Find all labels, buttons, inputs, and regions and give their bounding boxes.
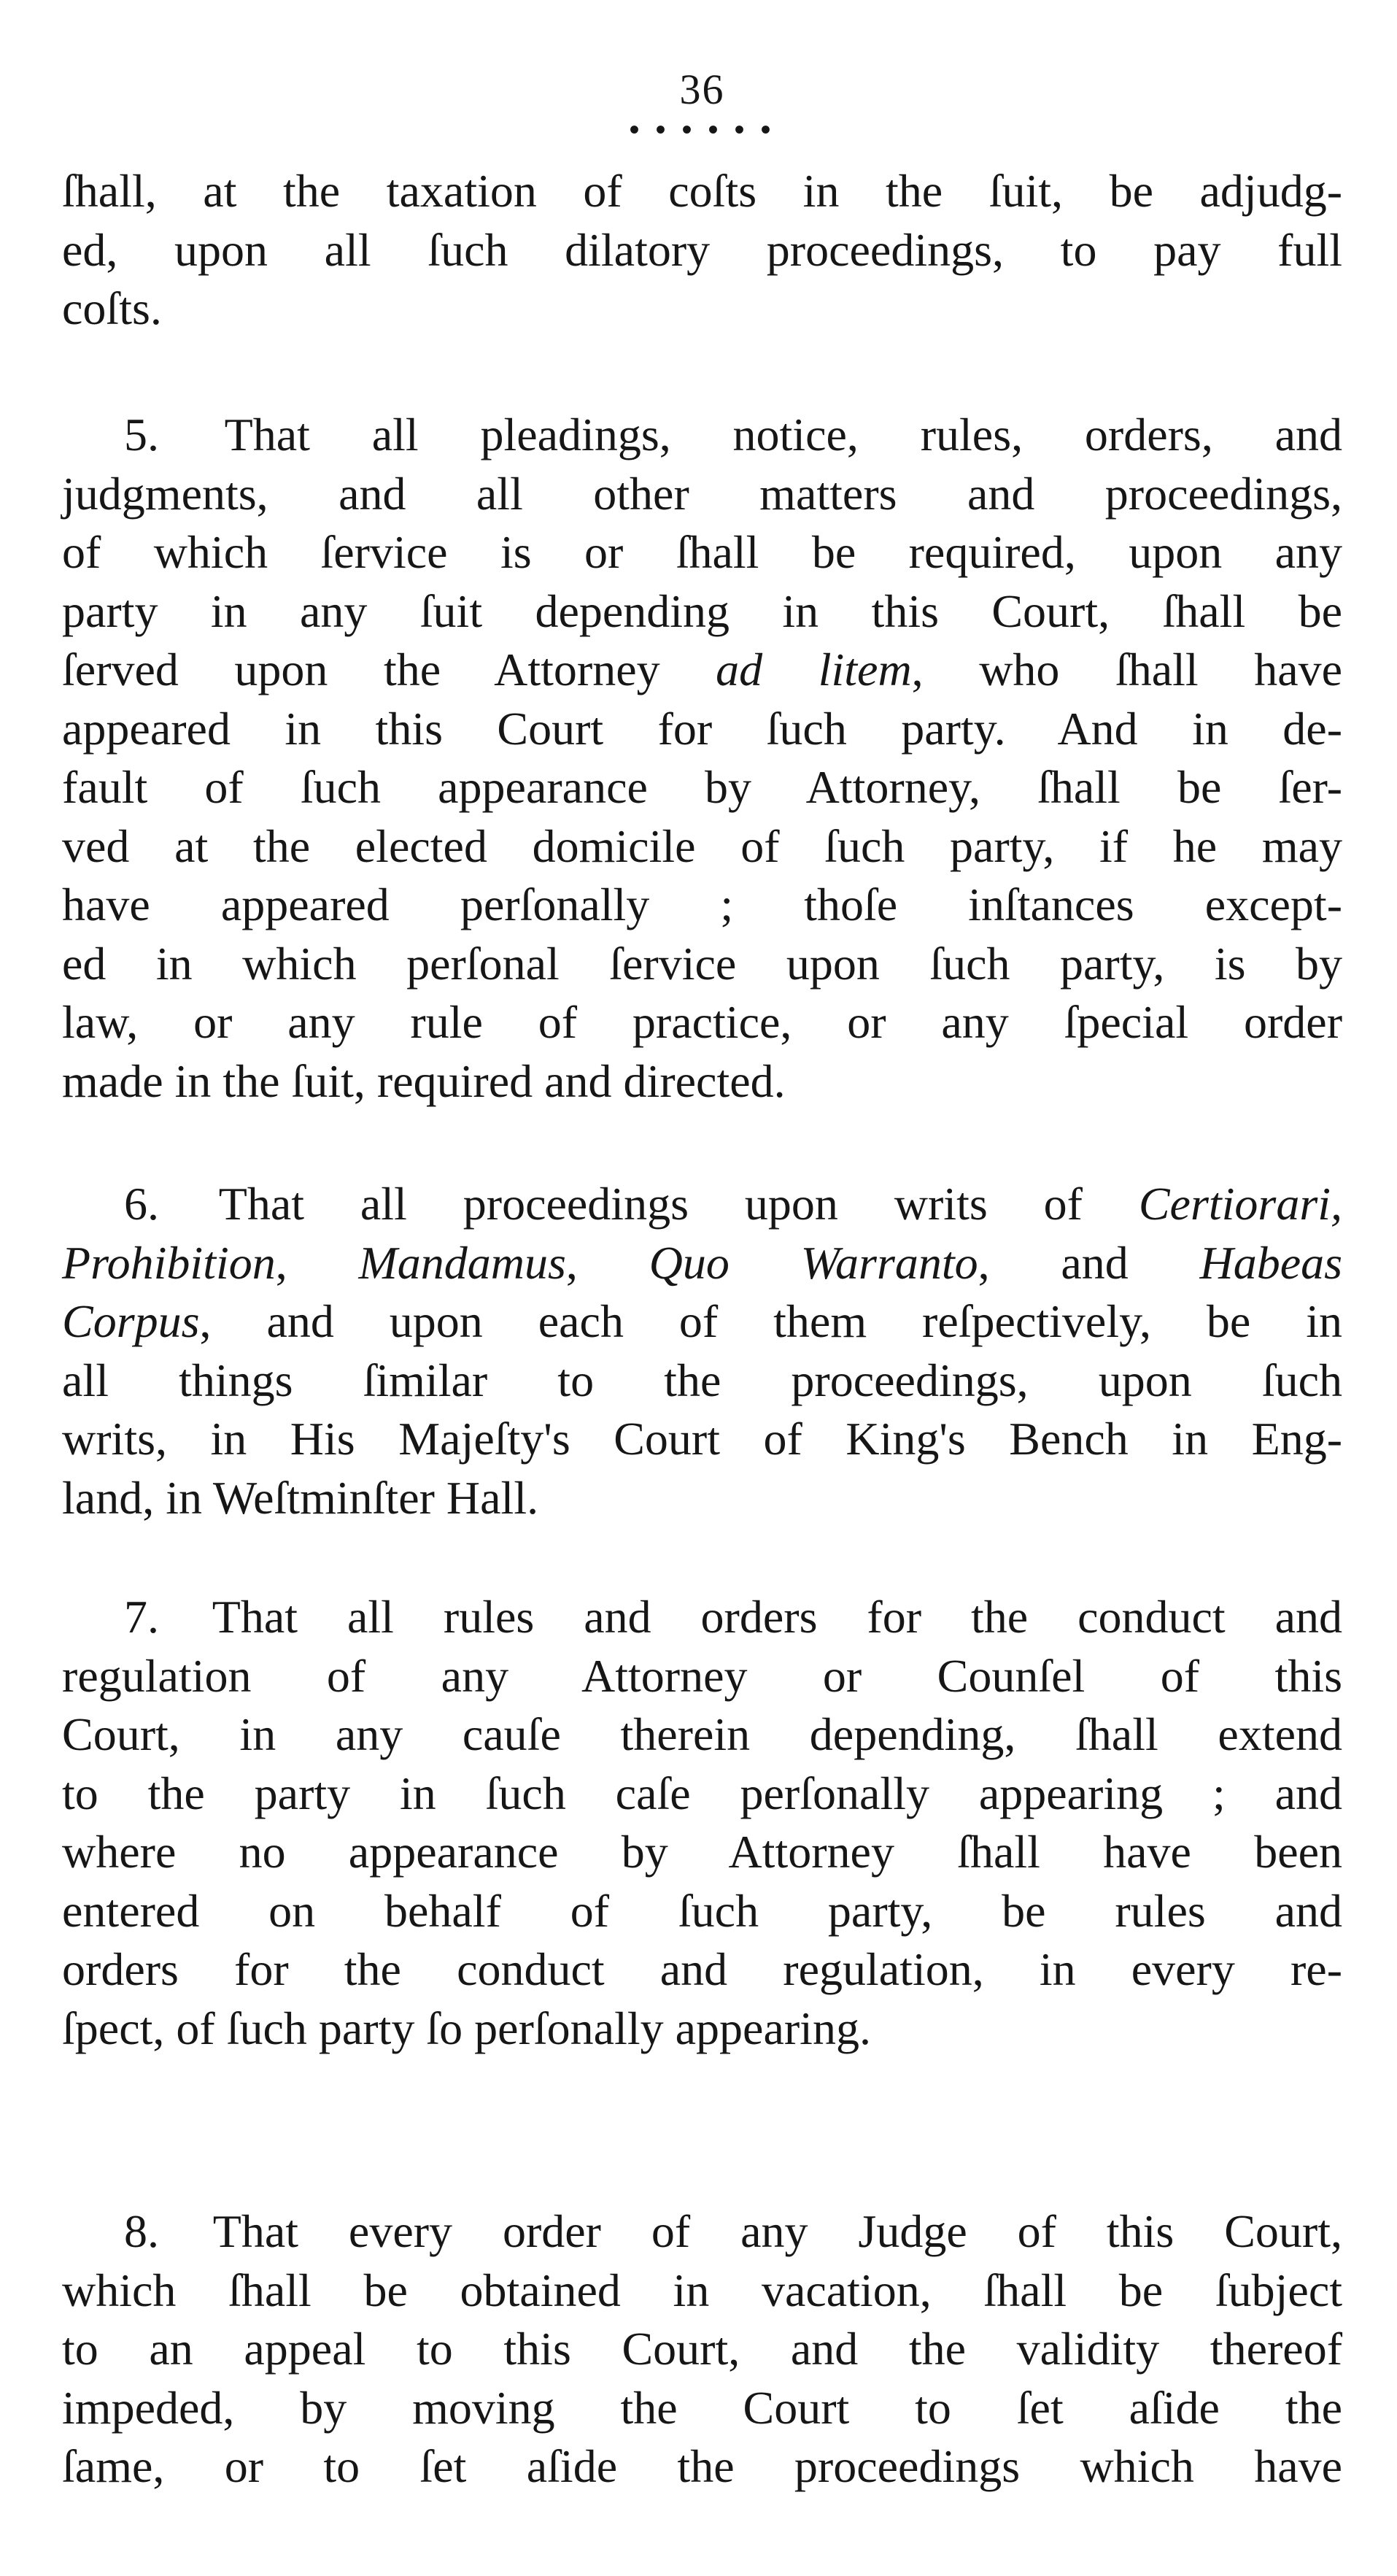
text-line: Prohibition, Mandamus, Quo Warranto, and Habeas <box>62 1236 1343 1289</box>
text-line: 6. That all proceedings upon writs of Certiorari, <box>124 1178 1343 1230</box>
text-line: appeared in this Court for ſuch party. And in de- <box>62 702 1342 755</box>
text-line: ſpect, of ſuch party ſo perſonally appearing. <box>62 2002 871 2054</box>
text-line: ſerved upon the Attorney ad litem, who ſhall have <box>62 644 1343 695</box>
text-line: 7. That all rules and orders for the conduct and <box>124 1591 1343 1643</box>
text-line: judgments, and all other matters and proceedings, <box>62 467 1342 520</box>
italic-term: Certiorari, <box>1138 1178 1343 1230</box>
document-page <box>62 0 1342 2576</box>
text-line: have appeared perſonally ; thoſe inſtances except- <box>62 879 1342 930</box>
text-line: to the party in ſuch caſe perſonally appearing ; and <box>62 1767 1342 1819</box>
text-line: ſame, or to ſet aſide the proceedings which have <box>62 2440 1342 2492</box>
paragraph-8 <box>62 2202 1342 2496</box>
text-line: writs, in His Majeſty's Court of King's Bench in Eng- <box>62 1413 1342 1465</box>
text-line: Corpus, and upon each of them reſpectively, be in <box>62 1295 1342 1347</box>
text-line: entered on behalf of ſuch party, be rules and <box>62 1884 1342 1937</box>
paragraph-continued <box>62 162 1342 339</box>
paragraph-6 <box>62 1175 1342 1527</box>
page-number: 36 <box>679 66 725 113</box>
text-line: coſts. <box>62 282 162 334</box>
text-line: made in the ſuit, required and directed. <box>62 1054 786 1107</box>
text-line: orders for the conduct and regulation, in every re- <box>62 1943 1342 1995</box>
italic-term: Quo Warranto <box>649 1236 978 1289</box>
page-ornament: • • • • • • <box>629 113 775 146</box>
text-line: which ſhall be obtained in vacation, ſhall be ſubject <box>62 2264 1342 2316</box>
text-line: party in any ſuit depending in this Court, ſhall be <box>62 585 1342 637</box>
text-line: all things ſimilar to the proceedings, upon ſuch <box>62 1354 1342 1406</box>
text-line: ed in which perſonal ſervice upon ſuch party, is by <box>62 937 1342 990</box>
text-line: impeded, by moving the Court to ſet aſide the <box>62 2381 1342 2434</box>
italic-term: Corpus <box>62 1295 200 1347</box>
text-line: regulation of any Attorney or Counſel of this <box>62 1649 1342 1702</box>
italic-term: Prohibition <box>62 1236 276 1289</box>
text-line: fault of ſuch appearance by Attorney, ſhall be ſer- <box>62 761 1342 813</box>
paragraph-7 <box>62 1588 1342 2058</box>
text-line: Court, in any cauſe therein depending, ſhall extend <box>62 1708 1342 1760</box>
text-line: where no appearance by Attorney ſhall have been <box>62 1826 1342 1878</box>
text-line: land, in Weſtminſter Hall. <box>62 1471 539 1524</box>
paragraph-5 <box>62 406 1342 1111</box>
text-line: law, or any rule of practice, or any ſpecial order <box>62 996 1342 1048</box>
text-line: ſhall, at the taxation of coſts in the ſuit, be adjudg- <box>62 165 1342 217</box>
text-line: ed, upon all ſuch dilatory proceedings, to pay full <box>62 223 1342 276</box>
paragraph-number: 6. <box>124 1178 159 1230</box>
text-line: of which ſervice is or ſhall be required, upon any <box>62 526 1342 578</box>
paragraph-number: 8. <box>124 2205 159 2257</box>
italic-term: Mandamus <box>358 1236 566 1289</box>
text-line: 8. That every order of any Judge of this Court, <box>124 2205 1343 2257</box>
paragraph-number: 5. <box>124 409 159 460</box>
text-line: 5. That all pleadings, notice, rules, orders, and <box>124 409 1343 460</box>
paragraph-number: 7. <box>124 1591 159 1643</box>
italic-term: Habeas <box>1199 1236 1343 1289</box>
italic-term: ad litem <box>716 644 912 695</box>
text-line: to an appeal to this Court, and the validity thereof <box>62 2323 1342 2375</box>
text-line: ved at the elected domicile of ſuch party, if he may <box>62 820 1342 872</box>
